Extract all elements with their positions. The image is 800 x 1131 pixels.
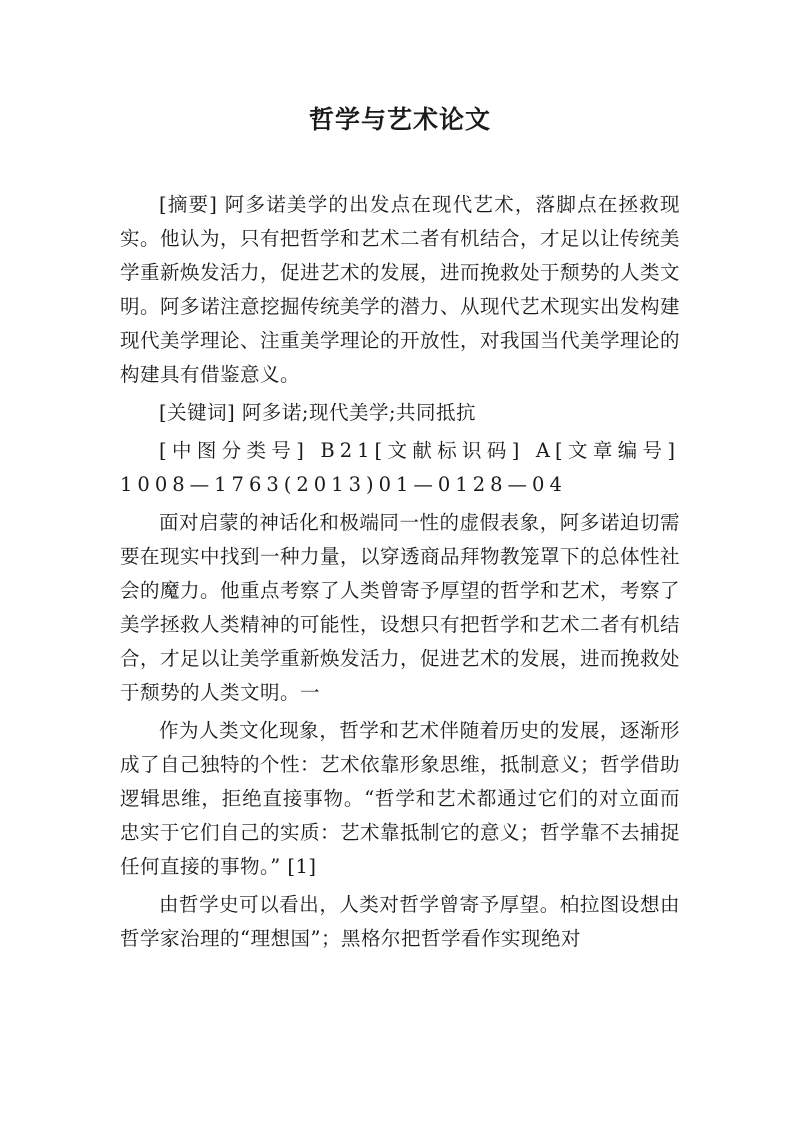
- document-body: [120, 188, 680, 956]
- document-title: 哲学与艺术论文: [308, 105, 491, 134]
- classification-paragraph: [中图分类号] B21[文献标识码] A[文章编号]1008—1763(2013)01—0128—04: [120, 439, 680, 496]
- body-paragraph: 作为人类文化现象，哲学和艺术伴随着历史的发展，逐渐形成了自己独特的个性：艺术依靠形象思维，抵制意义；哲学借助逻辑思维，拒绝直接事物。“哲学和艺术都通过它们的对立面而忠实于它们自己的实质：艺术靠抵制它的意义；哲学靠不去捕捉任何直接的事物。” [1]: [120, 719, 681, 878]
- abstract-paragraph: [摘要] 阿多诺美学的出发点在现代艺术，落脚点在拯救现实。他认为，只有把哲学和艺术二者有机结合，才足以让传统美学重新焕发活力，促进艺术的发展，进而挽救处于颓势的人类文明。阿多诺注意挖掘传统美学的潜力、从现代艺术现实出发构建现代美学理论、注重美学理论的开放性，对我国当代美学理论的构建具有借鉴意义。: [120, 193, 681, 386]
- body-paragraph: 面对启蒙的神话化和极端同一性的虚假表象，阿多诺迫切需要在现实中找到一种力量，以穿透商品拜物教笼罩下的总体性社会的魔力。他重点考察了人类曾寄予厚望的哲学和艺术，考察了美学拯救人类精神的可能性，设想只有把哲学和艺术二者有机结合，才足以让美学重新焕发活力，促进艺术的发展，进而挽救处于颓势的人类文明。一: [120, 511, 681, 704]
- body-paragraph: 由哲学史可以看出，人类对哲学曾寄予厚望。柏拉图设想由哲学家治理的“理想国”；黑格尔把哲学看作实现绝对: [120, 893, 680, 950]
- keywords-paragraph: [关键词] 阿多诺;现代美学;共同抵抗: [159, 401, 477, 424]
